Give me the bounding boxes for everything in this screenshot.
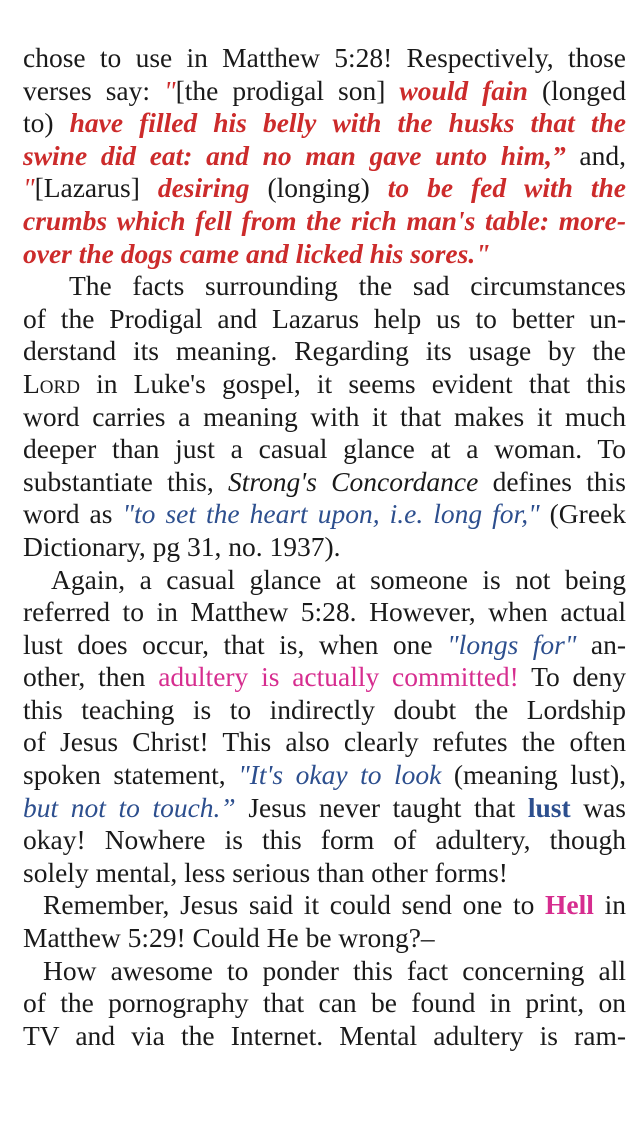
text-run: defines this — [478, 465, 626, 497]
text-run: other, then — [23, 661, 159, 693]
text-line — [23, 922, 626, 955]
text-run: derstand its meaning. Regarding its usage by the — [23, 335, 626, 367]
text-run: an- — [576, 628, 626, 660]
text-run: How awesome to ponder this fact concerning all — [43, 954, 626, 986]
emphasis-text: Hell — [545, 889, 594, 921]
text-line — [23, 1020, 626, 1053]
text-run: TV and via the Internet. Mental adultery is ram- — [23, 1019, 626, 1051]
emphasis-text: would fain — [399, 74, 528, 106]
text-run: word carries a meaning with it that makes it much — [23, 400, 626, 432]
emphasis-text: Lord — [23, 367, 80, 399]
emphasis-text: have filled his belly with the husks that the — [69, 107, 626, 139]
emphasis-text: desiring — [157, 172, 250, 204]
emphasis-text: Strong's Concordance — [227, 465, 479, 497]
text-line — [23, 792, 626, 825]
emphasis-text: "to set the heart upon, i.e. long for," — [122, 498, 540, 530]
text-line — [23, 564, 626, 597]
text-run: (Greek — [539, 498, 626, 530]
emphasis-text: "longs for" — [447, 628, 577, 660]
text-run: To deny — [518, 661, 626, 693]
text-line — [23, 694, 626, 727]
body-text — [23, 42, 626, 1052]
text-run: (longed — [527, 74, 626, 106]
text-line — [23, 889, 626, 922]
text-run: (meaning lust), — [441, 759, 626, 791]
text-run: okay! Nowhere is this form of adultery, though — [23, 824, 626, 856]
text-run: referred to in Matthew 5:28. However, when actual — [23, 596, 626, 628]
text-line — [23, 433, 626, 466]
text-run: lust does occur, that is, when one — [23, 628, 448, 660]
text-run: of the pornography that can be found in print, on — [23, 987, 626, 1019]
text-run: of Jesus Christ! This also clearly refutes the often — [23, 726, 626, 758]
emphasis-text: adultery is actually committed! — [158, 661, 519, 693]
text-line — [23, 759, 626, 792]
text-line — [23, 466, 626, 499]
text-line — [23, 205, 626, 238]
text-run: this teaching is to indirectly doubt the Lordship — [23, 693, 626, 725]
emphasis-text: to be fed with the — [387, 172, 626, 204]
text-run: substantiate this, — [23, 465, 228, 497]
text-line — [23, 498, 626, 531]
text-line — [23, 824, 626, 857]
text-line — [23, 303, 626, 336]
text-line — [23, 726, 626, 759]
emphasis-text: crumbs which fell from the rich man's table: more- — [23, 204, 626, 236]
text-line — [23, 368, 626, 401]
text-line — [23, 140, 626, 173]
emphasis-text: but not to touch.” — [23, 791, 236, 823]
emphasis-text: " — [164, 74, 176, 106]
text-line — [23, 987, 626, 1020]
emphasis-text: " — [23, 172, 35, 204]
text-run: to) — [23, 107, 70, 139]
text-line — [23, 857, 626, 890]
text-run: of the Prodigal and Lazarus help us to better un- — [23, 302, 626, 334]
text-line — [23, 401, 626, 434]
text-run: Dictionary, pg 31, no. 1937). — [23, 530, 341, 562]
text-line — [23, 629, 626, 662]
text-line — [23, 107, 626, 140]
text-run: Again, a casual glance at someone is not being — [51, 563, 626, 595]
text-run: [Lazarus] — [34, 172, 158, 204]
emphasis-text: lust — [527, 791, 571, 823]
text-run: Jesus never taught that — [235, 791, 528, 823]
emphasis-text: "It's okay to look — [238, 759, 442, 791]
emphasis-text: swine did eat: and no man gave unto him,” — [23, 139, 566, 171]
text-run: was — [570, 791, 626, 823]
text-run: verses say: — [23, 74, 165, 106]
text-run: Matthew 5:29! Could He be wrong?– — [23, 922, 435, 954]
text-run: chose to use in Matthew 5:28! Respectively, those — [23, 42, 626, 73]
emphasis-text: over the dogs came and licked his sores." — [23, 237, 491, 269]
text-run: in — [593, 889, 626, 921]
text-run: The facts surrounding the sad circumstances — [69, 270, 626, 302]
text-run: in Luke's gospel, it seems evident that this — [79, 367, 626, 399]
text-line — [23, 955, 626, 988]
text-run: spoken statement, — [23, 759, 239, 791]
text-line — [23, 172, 626, 205]
text-run: (longing) — [249, 172, 388, 204]
text-run: and, — [565, 139, 626, 171]
text-run: [the prodigal son] — [175, 74, 400, 106]
text-line — [23, 531, 626, 564]
text-line — [23, 661, 626, 694]
text-line — [23, 238, 626, 271]
text-line — [23, 596, 626, 629]
text-run: word as — [23, 498, 123, 530]
text-line — [23, 270, 626, 303]
text-run: solely mental, less serious than other forms! — [23, 856, 508, 888]
text-line — [23, 75, 626, 108]
text-run: deeper than just a casual glance at a woman. To — [23, 433, 626, 465]
text-line — [23, 335, 626, 368]
text-run: Remember, Jesus said it could send one to — [43, 889, 546, 921]
text-line — [23, 42, 626, 75]
